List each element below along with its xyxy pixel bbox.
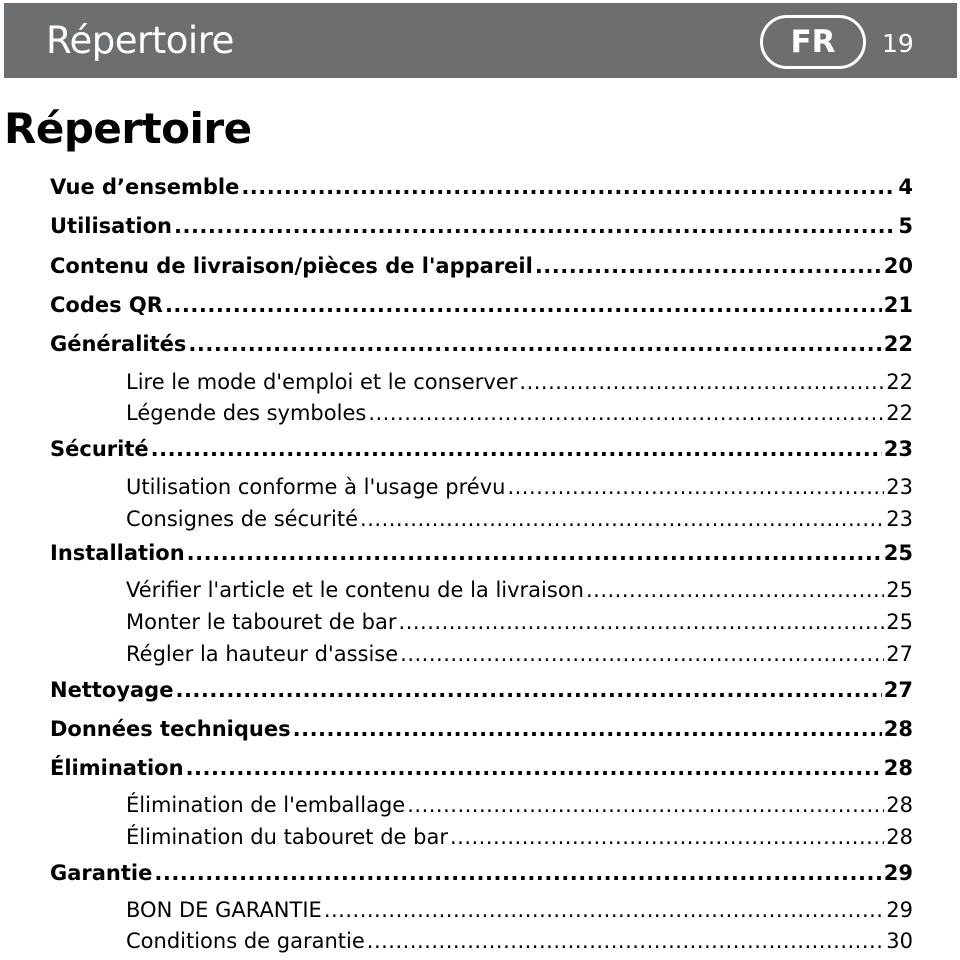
toc-dot-leader	[450, 821, 884, 853]
toc-entry-page: 29	[883, 861, 913, 885]
toc-entry-label: Installation	[50, 541, 185, 565]
toc-subentry[interactable]	[126, 821, 913, 853]
toc-dot-leader	[187, 537, 882, 569]
toc-entry-page: 20	[883, 254, 913, 278]
toc-dot-leader	[519, 366, 884, 398]
toc-entry-page: 28	[883, 717, 913, 741]
toc-entry-page: 22	[886, 401, 913, 425]
toc-entry-page: 25	[886, 578, 913, 602]
toc-entry-label: BON DE GARANTIE	[126, 898, 322, 922]
toc-entry-page: 28	[883, 756, 913, 780]
toc-entry[interactable]	[50, 328, 913, 360]
toc-subentry[interactable]	[126, 397, 913, 429]
toc-subentry[interactable]	[126, 925, 913, 957]
toc-entry-label: Utilisation	[50, 214, 172, 238]
toc-entry-label: Vérifier l'article et le contenu de la livraison	[126, 578, 584, 602]
toc-entry-label: Généralités	[50, 332, 187, 356]
toc-entry-page: 5	[898, 214, 913, 238]
toc-entry-page: 29	[886, 898, 913, 922]
toc-entry-page: 23	[883, 437, 913, 461]
toc-dot-leader	[154, 857, 881, 889]
toc-entry-page: 30	[886, 929, 913, 953]
toc-entry-page: 25	[886, 610, 913, 634]
toc-dot-leader	[399, 606, 885, 638]
toc-dot-leader	[293, 713, 882, 745]
toc-entry-page: 23	[886, 507, 913, 531]
toc-entry[interactable]	[50, 289, 913, 321]
toc-entry[interactable]	[50, 250, 913, 282]
toc-entry-page: 22	[886, 370, 913, 394]
toc-entry-page: 27	[883, 678, 913, 702]
toc-dot-leader	[367, 925, 885, 957]
toc-subentry[interactable]	[126, 366, 913, 398]
toc-dot-leader	[507, 471, 884, 503]
toc-entry-label: Contenu de livraison/pièces de l'appareil	[50, 254, 533, 278]
toc-dot-leader	[368, 397, 884, 429]
toc-dot-leader	[174, 210, 896, 242]
toc-subentry[interactable]	[126, 503, 913, 535]
toc-entry-label: Consignes de sécurité	[126, 507, 359, 531]
toc-subentry[interactable]	[126, 606, 913, 638]
toc-dot-leader	[165, 289, 882, 321]
toc-entry-page: 4	[898, 175, 913, 199]
toc-entry-label: Nettoyage	[50, 678, 174, 702]
toc-entry-label: Garantie	[50, 861, 153, 885]
toc-dot-leader	[324, 894, 884, 926]
toc-subentry[interactable]	[126, 638, 913, 670]
language-badge: FR	[760, 15, 866, 69]
toc-dot-leader	[407, 789, 884, 821]
toc-entry-page: 22	[883, 332, 913, 356]
toc-dot-leader	[188, 328, 881, 360]
toc-dot-leader	[241, 171, 896, 203]
toc-entry-label: Élimination de l'emballage	[126, 793, 406, 817]
toc-entry[interactable]	[50, 433, 913, 465]
toc-dot-leader	[175, 674, 881, 706]
toc-entry-label: Sécurité	[50, 437, 149, 461]
toc-entry-label: Monter le tabouret de bar	[126, 610, 397, 634]
toc-entry-page: 28	[886, 825, 913, 849]
toc-entry-label: Codes QR	[50, 293, 163, 317]
toc-entry-page: 28	[886, 793, 913, 817]
toc-entry-label: Vue d’ensemble	[50, 175, 240, 199]
toc-entry-label: Élimination	[50, 756, 184, 780]
header-title: Répertoire	[46, 19, 234, 62]
toc-dot-leader	[151, 433, 882, 465]
toc-entry-label: Légende des symboles	[126, 401, 367, 425]
page-number: 19	[882, 29, 914, 58]
toc-entry-label: Élimination du tabouret de bar	[126, 825, 448, 849]
toc-entry[interactable]	[50, 752, 913, 784]
toc-dot-leader	[360, 503, 884, 535]
toc-subentry[interactable]	[126, 471, 913, 503]
toc-entry-page: 23	[886, 475, 913, 499]
toc-entry-label: Utilisation conforme à l'usage prévu	[126, 475, 506, 499]
toc-entry-label: Lire le mode d'emploi et le conserver	[126, 370, 518, 394]
toc-entry[interactable]	[50, 857, 913, 889]
toc-entry[interactable]	[50, 713, 913, 745]
toc-subentry[interactable]	[126, 789, 913, 821]
toc-entry[interactable]	[50, 171, 913, 203]
toc-entry[interactable]	[50, 537, 913, 569]
toc-entry[interactable]	[50, 674, 913, 706]
toc-entry-page: 21	[883, 293, 913, 317]
toc-dot-leader	[186, 752, 882, 784]
toc-entry-label: Données techniques	[50, 717, 291, 741]
toc-subentry[interactable]	[126, 574, 913, 606]
toc-entry-page: 27	[886, 642, 913, 666]
toc-entry-label: Conditions de garantie	[126, 929, 365, 953]
page-title: Répertoire	[4, 104, 252, 153]
toc-dot-leader	[400, 638, 884, 670]
toc-dot-leader	[586, 574, 884, 606]
toc-entry-label: Régler la hauteur d'assise	[126, 642, 399, 666]
toc-entry[interactable]	[50, 210, 913, 242]
toc-subentry[interactable]	[126, 894, 913, 926]
toc-entry-page: 25	[883, 541, 913, 565]
toc-dot-leader	[535, 250, 882, 282]
